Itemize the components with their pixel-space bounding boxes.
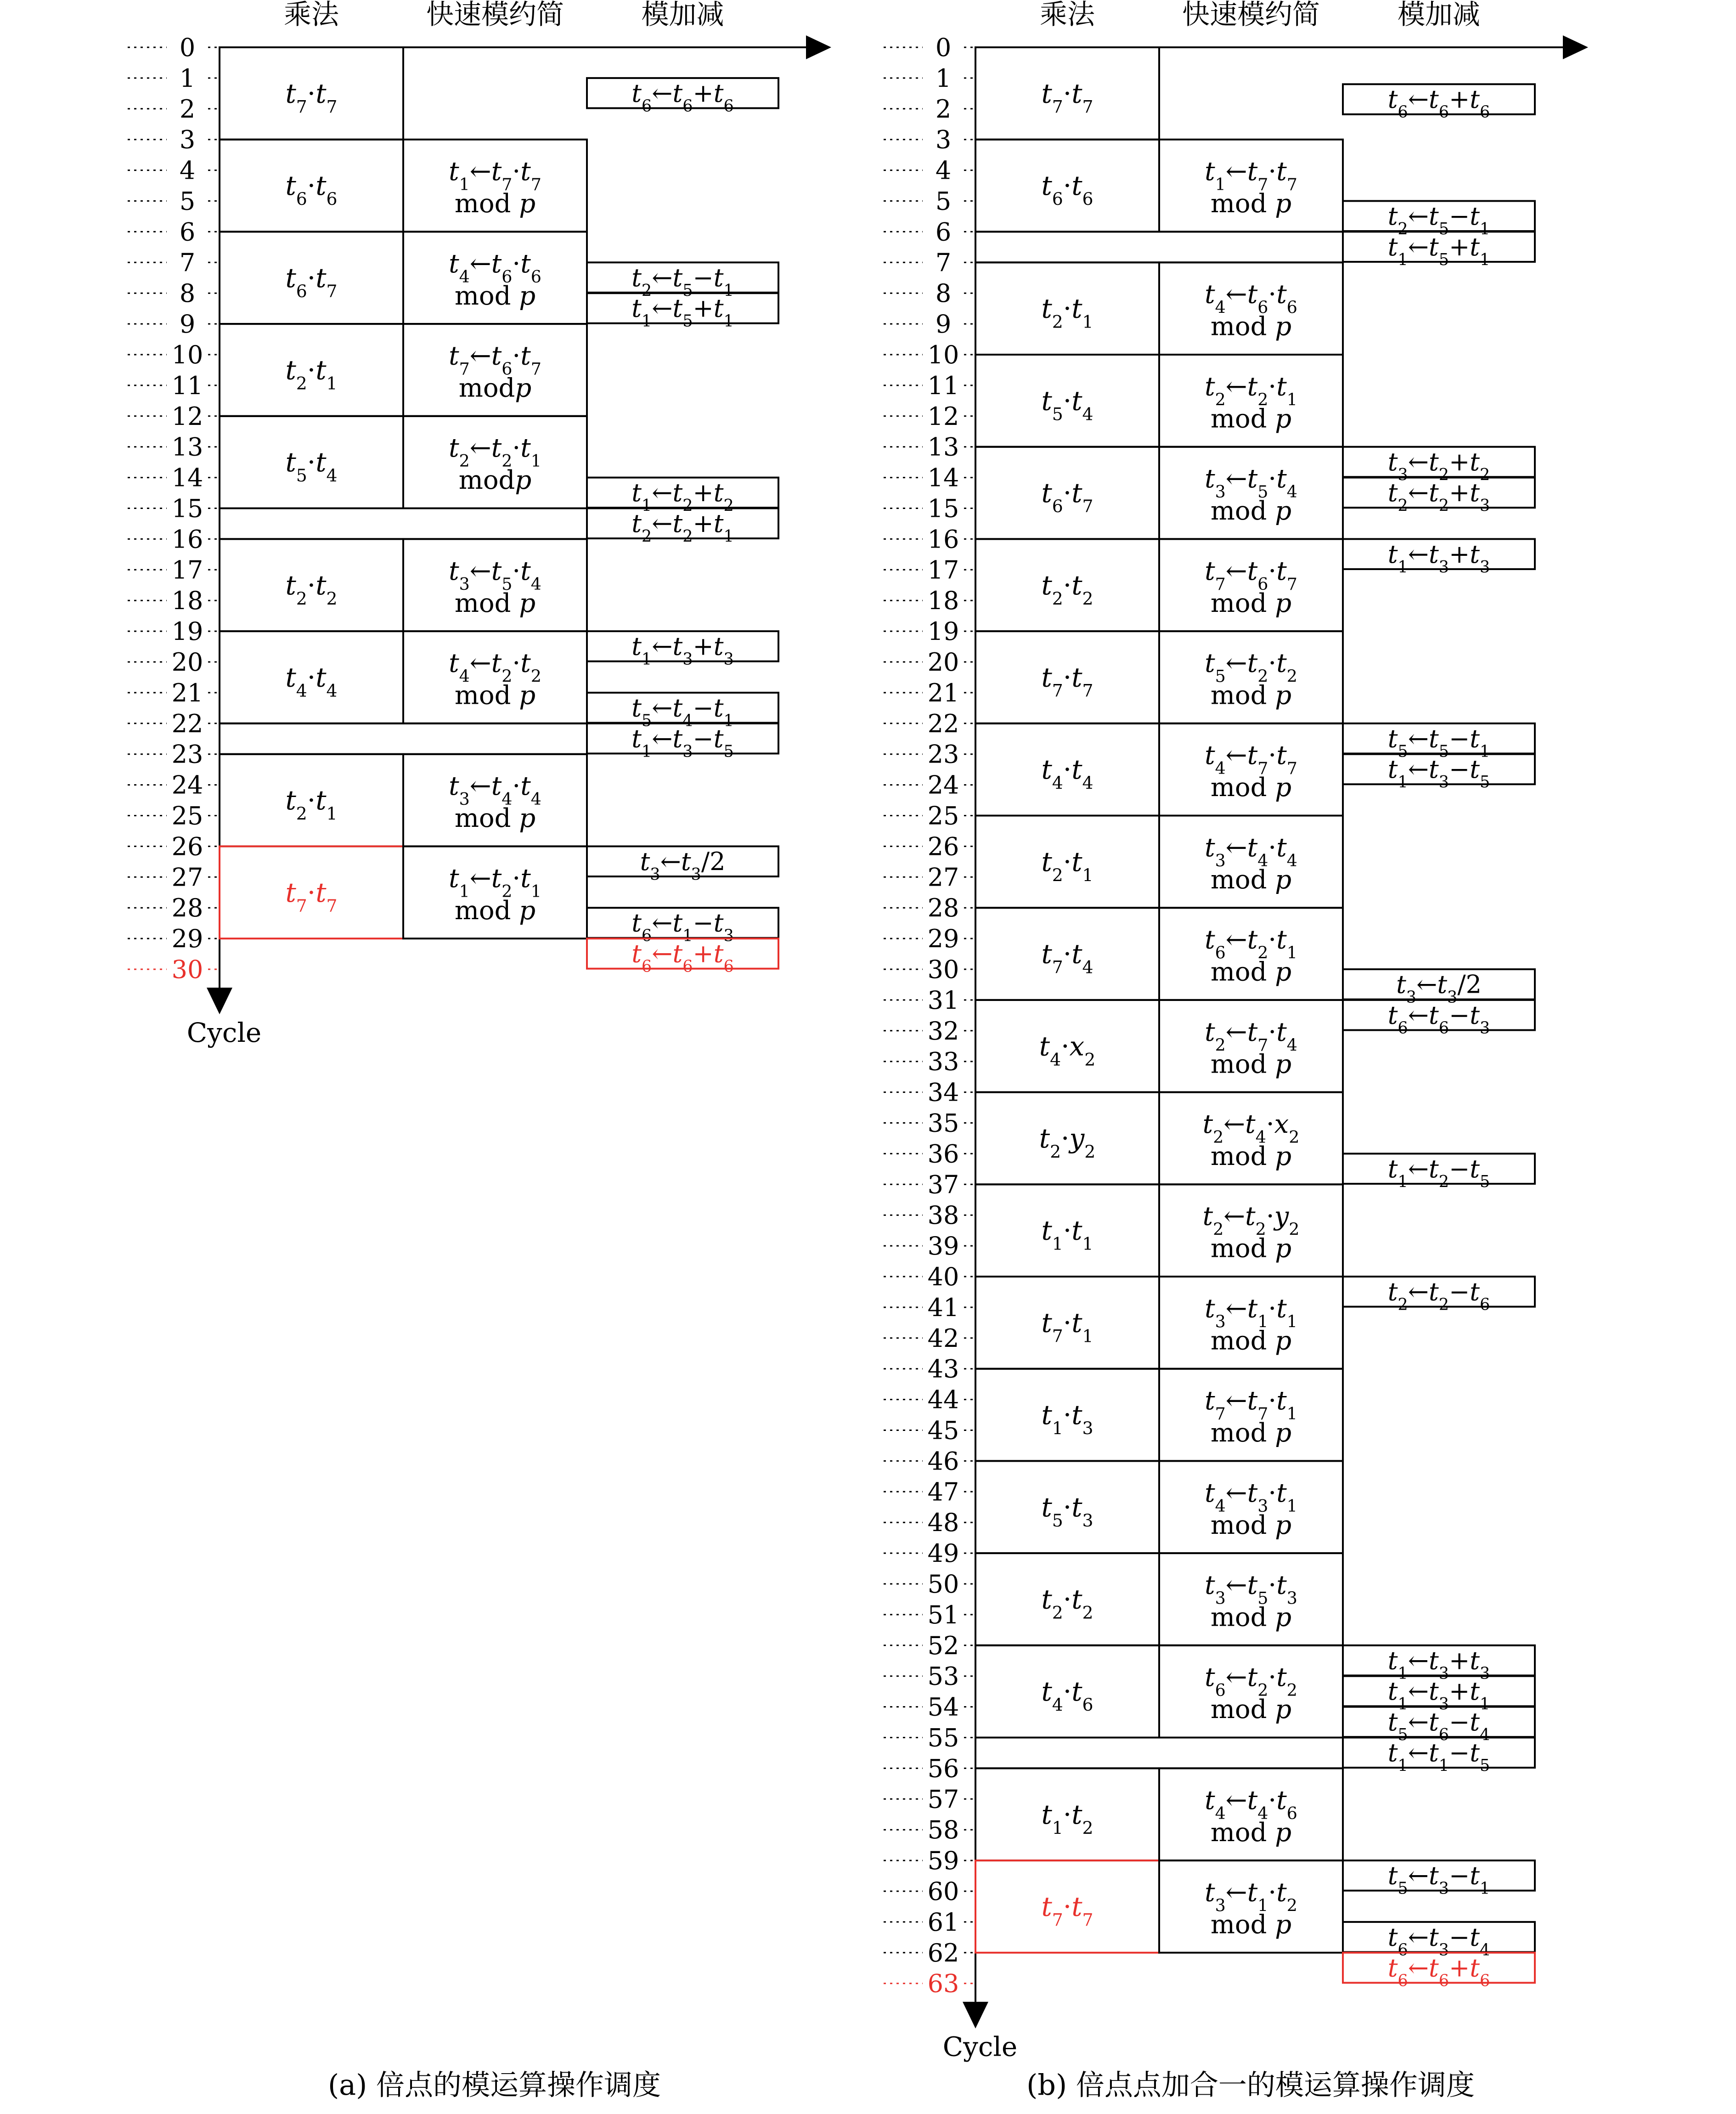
mul-op-label: $t_2\cdot t_2$ <box>1041 1583 1093 1623</box>
cycle-number: 10 <box>927 340 959 369</box>
cycle-number: 43 <box>927 1354 959 1384</box>
addsub-op-label: $t_2\leftarrow t_5-t_1$ <box>1387 201 1490 238</box>
cycle-number: 23 <box>927 740 959 769</box>
cycle-number: 35 <box>927 1108 959 1138</box>
reduction-assign-label: $t_3\leftarrow t_4\cdot t_4$ <box>449 771 541 809</box>
reduction-mod-label: mod p <box>1210 1049 1292 1080</box>
reduction-mod-label: mod p <box>454 281 536 311</box>
cycle-number: 37 <box>927 1170 959 1199</box>
addsub-op-label: $t_1\leftarrow t_3+t_3$ <box>1387 1646 1490 1683</box>
axis-arrow-right-icon <box>806 35 831 59</box>
reduction-assign-label: $t_1\leftarrow t_2\cdot t_1$ <box>449 863 541 901</box>
cycle-number: 2 <box>935 94 952 124</box>
reduction-mod-label: mod p <box>454 680 536 711</box>
addsub-op-label: $t_5\leftarrow t_6-t_4$ <box>1387 1707 1490 1744</box>
cycle-number: 21 <box>927 678 959 707</box>
reduction-mod-label: mod p <box>1210 1910 1292 1940</box>
reduction-mod-label: mod p <box>1210 1602 1292 1633</box>
addsub-op-label: $t_2\leftarrow t_2+t_1$ <box>631 509 734 546</box>
addsub-op-label: $t_3\leftarrow t_3/2$ <box>1396 970 1482 1006</box>
mul-op-label: $t_6\cdot t_7$ <box>1041 477 1093 517</box>
cycle-number: 29 <box>927 924 959 954</box>
mul-op-label: $t_2\cdot t_1$ <box>1041 846 1093 885</box>
reduction-assign-label: $t_7\leftarrow t_7\cdot t_1$ <box>1205 1386 1297 1424</box>
addsub-op-label: $t_1\leftarrow t_5+t_1$ <box>631 294 734 331</box>
reduction-assign-label: $t_6\leftarrow t_2\cdot t_2$ <box>1205 1662 1297 1700</box>
reduction-assign-label: $t_3\leftarrow t_5\cdot t_4$ <box>449 556 541 594</box>
reduction-mod-label: modp <box>458 465 532 496</box>
cycle-number: 33 <box>927 1047 959 1076</box>
reduction-mod-label: mod p <box>1210 1418 1292 1448</box>
reduction-mod-label: mod p <box>1210 1695 1292 1725</box>
addsub-op-label: $t_6\leftarrow t_6+t_6$ <box>1387 85 1490 122</box>
cycle-number: 38 <box>927 1201 959 1230</box>
cycle-number: 17 <box>927 555 959 585</box>
reduction-mod-label: mod p <box>1210 1817 1292 1848</box>
mul-op-label: $t_5\cdot t_4$ <box>1041 385 1093 424</box>
cycle-number: 51 <box>927 1600 959 1629</box>
cycle-number: 40 <box>927 1262 959 1291</box>
reduction-assign-label: $t_3\leftarrow t_4\cdot t_4$ <box>1205 832 1297 870</box>
cycle-number: 62 <box>927 1938 959 1967</box>
reduction-assign-label: $t_2\leftarrow t_2\cdot t_1$ <box>1205 372 1297 409</box>
addsub-op-label: $t_1\leftarrow t_2-t_5$ <box>1387 1154 1490 1191</box>
cycle-number: 50 <box>927 1570 959 1599</box>
mul-op-label: $t_2\cdot t_2$ <box>1041 569 1093 609</box>
cycle-number: 25 <box>927 801 959 831</box>
addsub-op-label: $t_1\leftarrow t_3+t_1$ <box>1387 1677 1490 1713</box>
cycle-number: 22 <box>171 709 203 738</box>
cycle-number: 52 <box>927 1631 959 1660</box>
cycle-number: 14 <box>927 463 959 492</box>
cycle-number: 44 <box>927 1385 959 1414</box>
addsub-op-label: $t_1\leftarrow t_1-t_5$ <box>1387 1738 1490 1775</box>
reduction-mod-label: mod p <box>1210 680 1292 711</box>
reduction-assign-label: $t_4\leftarrow t_6\cdot t_6$ <box>1205 279 1297 317</box>
axis-label: Cycle <box>186 1017 262 1048</box>
cycle-number: 18 <box>927 586 959 616</box>
cycle-number: 15 <box>171 494 203 523</box>
addsub-op-label: $t_6\leftarrow t_6-t_3$ <box>1387 1000 1490 1037</box>
cycle-number: 26 <box>171 832 203 861</box>
cycle-number: 31 <box>927 985 959 1015</box>
cycle-number: 24 <box>927 770 959 800</box>
cycle-number: 41 <box>927 1293 959 1322</box>
column-header: 快速模约简 <box>426 0 564 31</box>
mul-op-label: $t_2\cdot t_1$ <box>285 354 338 394</box>
cycle-number: 27 <box>171 863 203 892</box>
axis-arrow-down-icon <box>207 988 232 1014</box>
panel-caption: (b) 倍点点加合一的模运算操作调度 <box>1026 2068 1475 2102</box>
cycle-number: 42 <box>927 1323 959 1353</box>
mul-op-label: $t_4\cdot t_6$ <box>1041 1676 1093 1715</box>
reduction-assign-label: $t_6\leftarrow t_2\cdot t_1$ <box>1205 925 1297 963</box>
addsub-op-label: $t_6\leftarrow t_6+t_6$ <box>631 79 734 115</box>
cycle-number: 5 <box>935 187 952 216</box>
cycle-number: 25 <box>171 801 203 831</box>
reduction-assign-label: $t_7\leftarrow t_6\cdot t_7$ <box>449 341 541 379</box>
cycle-number: 5 <box>179 187 196 216</box>
cycle-number: 59 <box>927 1846 959 1876</box>
cycle-number: 32 <box>927 1016 959 1046</box>
cycle-number: 0 <box>935 33 952 62</box>
cycle-number: 48 <box>927 1508 959 1537</box>
reduction-assign-label: $t_5\leftarrow t_2\cdot t_2$ <box>1205 648 1297 686</box>
reduction-assign-label: $t_3\leftarrow t_1\cdot t_2$ <box>1205 1877 1297 1915</box>
mul-op-label: $t_7\cdot t_7$ <box>285 78 338 117</box>
addsub-op-label: $t_1\leftarrow t_3+t_3$ <box>1387 539 1490 577</box>
column-header: 模加减 <box>1398 0 1480 31</box>
cycle-number: 11 <box>927 371 959 400</box>
reduction-mod-label: mod p <box>1210 1326 1292 1356</box>
cycle-number: 56 <box>927 1754 959 1783</box>
cycle-number: 16 <box>171 525 203 554</box>
column-header: 乘法 <box>1040 0 1095 31</box>
reduction-assign-label: $t_2\leftarrow t_2\cdot y_2$ <box>1202 1201 1300 1239</box>
cycle-number: 28 <box>171 893 203 923</box>
cycle-number: 20 <box>171 648 203 677</box>
cycle-number: 55 <box>927 1723 959 1752</box>
mul-op-label: $t_6\cdot t_6$ <box>285 170 338 209</box>
cycle-number: 4 <box>935 156 952 185</box>
cycle-number: 9 <box>935 310 952 339</box>
cycle-number: 6 <box>179 217 196 247</box>
addsub-op-label: $t_2\leftarrow t_2+t_3$ <box>1387 478 1490 515</box>
cycle-number: 53 <box>927 1662 959 1691</box>
reduction-mod-label: mod p <box>454 895 536 926</box>
cycle-number: 2 <box>179 94 196 124</box>
axis-label: Cycle <box>942 2031 1018 2063</box>
cycle-number: 29 <box>171 924 203 954</box>
reduction-assign-label: $t_4\leftarrow t_3\cdot t_1$ <box>1205 1478 1297 1516</box>
addsub-op-label: $t_1\leftarrow t_5+t_1$ <box>1387 232 1490 269</box>
addsub-op-label: $t_1\leftarrow t_3+t_3$ <box>631 632 734 669</box>
reduction-mod-label: mod p <box>1210 189 1292 219</box>
cycle-number: 47 <box>927 1477 959 1507</box>
cycle-number: 11 <box>171 371 203 400</box>
mul-op-label: $t_4\cdot t_4$ <box>285 661 338 701</box>
cycle-number: 12 <box>171 401 203 431</box>
cycle-number: 13 <box>927 432 959 462</box>
reduction-mod-label: mod p <box>1210 588 1292 618</box>
cycle-number: 9 <box>179 310 196 339</box>
idle-slot-box <box>975 1738 1343 1769</box>
mul-op-label: $t_4\cdot x_2$ <box>1039 1030 1096 1070</box>
reduction-mod-label: mod p <box>1210 865 1292 895</box>
cycle-number: 46 <box>927 1447 959 1476</box>
reduction-mod-label: mod p <box>1210 1141 1292 1171</box>
cycle-number: 39 <box>927 1232 959 1261</box>
reduction-assign-label: $t_2\leftarrow t_2\cdot t_1$ <box>449 433 541 471</box>
reduction-assign-label: $t_4\leftarrow t_4\cdot t_6$ <box>1205 1785 1297 1823</box>
addsub-op-label: $t_3\leftarrow t_2+t_2$ <box>1387 447 1490 484</box>
cycle-number: 14 <box>171 463 203 492</box>
cycle-number: 54 <box>927 1692 959 1722</box>
reduction-mod-label: mod p <box>1210 311 1292 342</box>
reduction-assign-label: $t_1\leftarrow t_7\cdot t_7$ <box>1205 157 1297 194</box>
cycle-number: 23 <box>171 740 203 769</box>
cycle-number: 1 <box>179 63 196 93</box>
addsub-op-label: $t_1\leftarrow t_2+t_2$ <box>631 478 734 515</box>
cycle-number: 3 <box>179 125 196 154</box>
reduction-mod-label: mod p <box>1210 1233 1292 1264</box>
cycle-number: 34 <box>927 1078 959 1107</box>
reduction-assign-label: $t_7\leftarrow t_6\cdot t_7$ <box>1205 556 1297 594</box>
mul-op-label: $t_7\cdot t_7$ <box>285 876 338 916</box>
cycle-number: 3 <box>935 125 952 154</box>
cycle-number: 8 <box>179 279 196 308</box>
mul-op-label: $t_7\cdot t_1$ <box>1041 1307 1093 1346</box>
reduction-mod-label: mod p <box>1210 404 1292 434</box>
mul-op-label: $t_1\cdot t_2$ <box>1041 1798 1093 1838</box>
reduction-mod-label: modp <box>458 373 532 403</box>
cycle-number: 12 <box>927 401 959 431</box>
axis-arrow-right-icon <box>1563 35 1588 59</box>
cycle-number: 6 <box>935 217 952 247</box>
cycle-number: 20 <box>927 648 959 677</box>
column-header: 乘法 <box>284 0 339 31</box>
cycle-number: 30 <box>927 955 959 984</box>
mul-op-label: $t_5\cdot t_3$ <box>1041 1491 1093 1531</box>
mul-op-label: $t_6\cdot t_6$ <box>1041 170 1093 209</box>
cycle-number: 61 <box>927 1907 959 1937</box>
reduction-assign-label: $t_4\leftarrow t_7\cdot t_7$ <box>1205 740 1297 778</box>
cycle-number: 10 <box>171 340 203 369</box>
idle-slot-box <box>975 232 1343 262</box>
cycle-number: 58 <box>927 1815 959 1845</box>
reduction-mod-label: mod p <box>454 588 536 618</box>
panel-caption: (a) 倍点的模运算操作调度 <box>327 2068 661 2102</box>
cycle-number: 60 <box>927 1877 959 1906</box>
cycle-number: 45 <box>927 1416 959 1445</box>
reduction-assign-label: $t_2\leftarrow t_4\cdot x_2$ <box>1202 1109 1300 1147</box>
addsub-op-label: $t_6\leftarrow t_6+t_6$ <box>631 939 734 976</box>
mul-op-label: $t_7\cdot t_7$ <box>1041 78 1093 117</box>
mul-op-label: $t_4\cdot t_4$ <box>1041 754 1093 793</box>
panel-b <box>884 0 1588 2102</box>
reduction-mod-label: mod p <box>1210 1510 1292 1540</box>
mul-op-label: $t_2\cdot t_1$ <box>285 785 338 824</box>
column-header: 模加减 <box>641 0 724 31</box>
cycle-number: 17 <box>171 555 203 585</box>
reduction-assign-label: $t_4\leftarrow t_6\cdot t_6$ <box>449 249 541 287</box>
reduction-mod-label: mod p <box>1210 496 1292 526</box>
mul-op-label: $t_2\cdot t_2$ <box>285 569 338 609</box>
mul-op-label: $t_1\cdot t_3$ <box>1041 1399 1093 1439</box>
mul-op-label: $t_2\cdot t_1$ <box>1041 293 1093 332</box>
idle-slot-box <box>220 509 587 539</box>
reduction-mod-label: mod p <box>454 803 536 834</box>
cycle-number: 13 <box>171 432 203 462</box>
cycle-number: 22 <box>927 709 959 738</box>
addsub-op-label: $t_2\leftarrow t_5-t_1$ <box>631 263 734 300</box>
cycle-number: 63 <box>927 1969 959 1998</box>
addsub-op-label: $t_6\leftarrow t_3-t_4$ <box>1387 1922 1490 1959</box>
cycle-number: 24 <box>171 770 203 800</box>
mul-op-label: $t_7\cdot t_7$ <box>1041 661 1093 701</box>
cycle-number: 36 <box>927 1139 959 1169</box>
cycle-number: 16 <box>927 525 959 554</box>
cycle-number: 27 <box>927 863 959 892</box>
cycle-number: 1 <box>935 63 952 93</box>
reduction-assign-label: $t_3\leftarrow t_5\cdot t_3$ <box>1205 1570 1297 1608</box>
cycle-number: 7 <box>935 248 952 277</box>
addsub-op-label: $t_6\leftarrow t_1-t_3$ <box>631 908 734 945</box>
addsub-op-label: $t_5\leftarrow t_3-t_1$ <box>1387 1861 1490 1898</box>
addsub-op-label: $t_2\leftarrow t_2-t_6$ <box>1387 1277 1490 1314</box>
reduction-mod-label: mod p <box>454 189 536 219</box>
mul-op-label: $t_7\cdot t_4$ <box>1041 938 1093 978</box>
mul-op-label: $t_1\cdot t_1$ <box>1041 1215 1093 1254</box>
reduction-assign-label: $t_3\leftarrow t_5\cdot t_4$ <box>1205 464 1297 502</box>
addsub-op-label: $t_3\leftarrow t_3/2$ <box>640 847 726 884</box>
addsub-op-label: $t_5\leftarrow t_5-t_1$ <box>1387 724 1490 761</box>
addsub-op-label: $t_1\leftarrow t_3-t_5$ <box>631 724 734 761</box>
reduction-assign-label: $t_1\leftarrow t_7\cdot t_7$ <box>449 157 541 194</box>
mul-op-label: $t_6\cdot t_7$ <box>285 262 338 301</box>
cycle-number: 57 <box>927 1785 959 1814</box>
reduction-assign-label: $t_4\leftarrow t_2\cdot t_2$ <box>449 648 541 686</box>
idle-slot-box <box>220 724 587 754</box>
cycle-number: 4 <box>179 156 196 185</box>
reduction-mod-label: mod p <box>1210 773 1292 803</box>
reduction-assign-label: $t_3\leftarrow t_1\cdot t_1$ <box>1205 1294 1297 1331</box>
reduction-assign-label: $t_2\leftarrow t_7\cdot t_4$ <box>1205 1017 1297 1055</box>
cycle-number: 0 <box>179 33 196 62</box>
addsub-op-label: $t_5\leftarrow t_4-t_1$ <box>631 693 734 730</box>
cycle-number: 49 <box>927 1539 959 1568</box>
column-header: 快速模约简 <box>1182 0 1320 31</box>
cycle-number: 15 <box>927 494 959 523</box>
cycle-number: 26 <box>927 832 959 861</box>
reduction-mod-label: mod p <box>1210 957 1292 987</box>
cycle-number: 21 <box>171 678 203 707</box>
cycle-number: 19 <box>171 617 203 646</box>
mul-op-label: $t_5\cdot t_4$ <box>285 447 338 486</box>
mul-op-label: $t_2\cdot y_2$ <box>1039 1122 1096 1162</box>
mul-op-label: $t_7\cdot t_7$ <box>1041 1891 1093 1930</box>
cycle-number: 28 <box>927 893 959 923</box>
axis-arrow-down-icon <box>963 2002 988 2029</box>
cycle-number: 8 <box>935 279 952 308</box>
cycle-number: 30 <box>171 955 203 984</box>
addsub-op-label: $t_6\leftarrow t_6+t_6$ <box>1387 1953 1490 1990</box>
cycle-number: 7 <box>179 248 196 277</box>
cycle-number: 18 <box>171 586 203 616</box>
panel-a <box>128 0 831 2102</box>
cycle-number: 19 <box>927 617 959 646</box>
addsub-op-label: $t_1\leftarrow t_3-t_5$ <box>1387 755 1490 791</box>
